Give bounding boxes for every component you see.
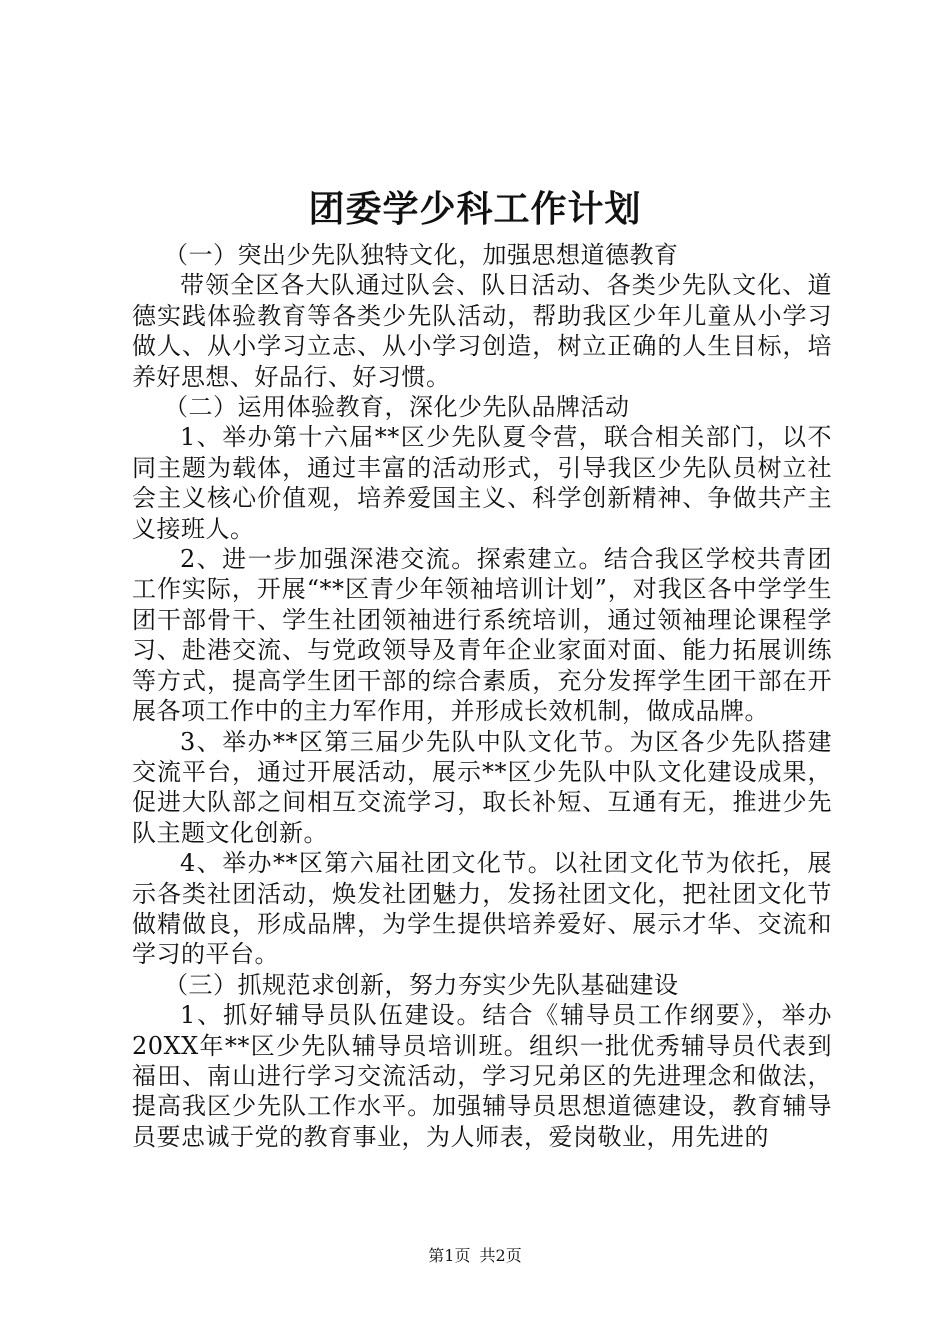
- paragraph-5: 4、举办**区第六届社团文化节。以社团文化节为依托，展示各类社团活动，焕发社团魅力，发扬社团文化，把社团文化节做精做良，形成品牌，为学生提供培养爱好、展示才华、交流和学习的平台。: [132, 849, 832, 969]
- paragraph-4: 3、举办**区第三届少先队中队文化节。为区各少先队搭建交流平台，通过开展活动，展示**区少先队中队文化建设成果，促进大队部之间相互交流学习，取长补短、互通有无，推进少先队主题文化创新。: [132, 727, 832, 847]
- section-heading-2: （二）运用体验教育，深化少先队品牌活动: [164, 393, 630, 422]
- section-heading-1: （一）突出少先队独特文化，加强思想道德教育: [164, 241, 679, 269]
- paragraph-1: 带领全区各大队通过队会、队日活动、各类少先队文化、道德实践体验教育等各类少先队活动，帮助我区少年儿童从小学习做人、从小学习立志、从小学习创造，树立正确的人生目标，培养好思想、好品行、好习惯。: [132, 271, 832, 391]
- section-heading-3: （三）抓规范求创新，努力夯实少先队基础建设: [164, 970, 679, 999]
- paragraph-3: 2、进一步加强深港交流。探索建立。结合我区学校共青团工作实际，开展“**区青少年领袖培训计划”，对我区各中学学生团干部骨干、学生社团领袖进行系统培训，通过领袖理论课程学习、赴港交流、与党政领导及青年企业家面对面、能力拓展训练等方式，提高学生团干部的综合素质，充分发挥学生团干部在开展各项工作中的主力军作用，并形成长效机制，做成品牌。: [132, 545, 832, 726]
- document-title: 团委学少科工作计划: [308, 188, 642, 230]
- page-total: 共2页: [479, 1246, 522, 1265]
- document-body: [132, 240, 832, 1152]
- paragraph-6: 1、抓好辅导员队伍建设。结合《辅导员工作纲要》，举办20XX年**区少先队辅导员培训班。组织一批优秀辅导员代表到福田、南山进行学习交流活动，学习兄弟区的先进理念和做法，提高我区少先队工作水平。加强辅导员思想道德建设，教育辅导员要忠诚于党的教育事业，为人师表，爱岗敬业，用先进的: [132, 1001, 832, 1151]
- paragraph-2: 1、举办第十六届**区少先队夏令营，联合相关部门，以不同主题为载体，通过丰富的活动形式，引导我区少先队员树立社会主义核心价值观，培养爱国主义、科学创新精神、争做共产主义接班人。: [132, 423, 832, 543]
- page-footer: [0, 1246, 950, 1266]
- page-number: 第1页: [428, 1246, 471, 1265]
